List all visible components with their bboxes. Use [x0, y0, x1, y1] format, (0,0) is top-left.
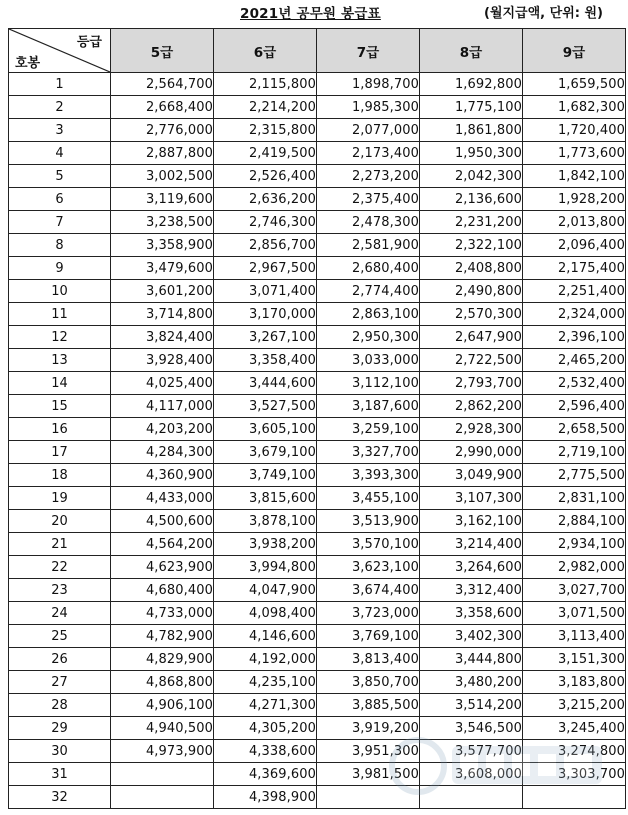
- salary-cell: 2,658,500: [523, 418, 626, 441]
- salary-cell: 3,674,400: [317, 579, 420, 602]
- salary-cell: 4,146,600: [214, 625, 317, 648]
- salary-cell: 3,274,800: [523, 740, 626, 763]
- step-cell: 3: [9, 119, 111, 142]
- salary-cell: 3,071,400: [214, 280, 317, 303]
- salary-cell: 2,776,000: [111, 119, 214, 142]
- salary-cell: 2,465,200: [523, 349, 626, 372]
- salary-cell: 2,990,000: [420, 441, 523, 464]
- salary-cell: [523, 786, 626, 809]
- salary-cell: 3,514,200: [420, 694, 523, 717]
- salary-cell: 2,884,100: [523, 510, 626, 533]
- salary-cell: 3,245,400: [523, 717, 626, 740]
- salary-cell: 3,455,100: [317, 487, 420, 510]
- table-row: [9, 257, 626, 280]
- salary-cell: 4,868,800: [111, 671, 214, 694]
- salary-cell: 2,775,500: [523, 464, 626, 487]
- salary-cell: 3,480,200: [420, 671, 523, 694]
- salary-cell: 2,042,300: [420, 165, 523, 188]
- salary-cell: 2,136,600: [420, 188, 523, 211]
- salary-cell: 2,793,700: [420, 372, 523, 395]
- salary-cell: 2,231,200: [420, 211, 523, 234]
- salary-cell: 2,532,400: [523, 372, 626, 395]
- salary-cell: 3,358,900: [111, 234, 214, 257]
- salary-cell: 3,850,700: [317, 671, 420, 694]
- step-cell: 30: [9, 740, 111, 763]
- salary-cell: 3,981,500: [317, 763, 420, 786]
- corner-grade-label: 등급: [76, 35, 102, 50]
- salary-cell: 3,033,000: [317, 349, 420, 372]
- table-body: [9, 73, 626, 809]
- table-row: [9, 648, 626, 671]
- salary-cell: 3,749,100: [214, 464, 317, 487]
- grade-header-9: 9급: [523, 29, 626, 73]
- table-row: [9, 487, 626, 510]
- table-row: [9, 188, 626, 211]
- salary-cell: 4,117,000: [111, 395, 214, 418]
- salary-cell: 3,358,400: [214, 349, 317, 372]
- step-cell: 21: [9, 533, 111, 556]
- step-cell: 19: [9, 487, 111, 510]
- step-cell: 4: [9, 142, 111, 165]
- table-row: [9, 211, 626, 234]
- salary-cell: 4,433,000: [111, 487, 214, 510]
- salary-cell: 4,047,900: [214, 579, 317, 602]
- salary-cell: 2,862,200: [420, 395, 523, 418]
- step-cell: 15: [9, 395, 111, 418]
- salary-cell: 3,479,600: [111, 257, 214, 280]
- step-cell: 26: [9, 648, 111, 671]
- salary-cell: 3,112,100: [317, 372, 420, 395]
- table-row: [9, 717, 626, 740]
- table-row: [9, 142, 626, 165]
- salary-cell: 1,692,800: [420, 73, 523, 96]
- salary-cell: 1,720,400: [523, 119, 626, 142]
- salary-cell: 2,647,900: [420, 326, 523, 349]
- title-bar: [0, 0, 628, 24]
- salary-cell: 4,940,500: [111, 717, 214, 740]
- salary-cell: 2,982,000: [523, 556, 626, 579]
- salary-cell: 3,570,100: [317, 533, 420, 556]
- corner-header-cell: [9, 29, 111, 73]
- salary-cell: 2,719,100: [523, 441, 626, 464]
- grade-header-5: 5급: [111, 29, 214, 73]
- table-row: [9, 579, 626, 602]
- table-row: [9, 303, 626, 326]
- salary-cell: 3,358,600: [420, 602, 523, 625]
- table-row: [9, 73, 626, 96]
- corner-step-label: 호봉: [15, 56, 41, 71]
- salary-cell: 1,682,300: [523, 96, 626, 119]
- salary-cell: 3,885,500: [317, 694, 420, 717]
- table-row: [9, 165, 626, 188]
- salary-cell: 3,049,900: [420, 464, 523, 487]
- step-cell: 32: [9, 786, 111, 809]
- table-row: [9, 625, 626, 648]
- document-title: 2021년 공무원 봉급표: [240, 6, 381, 22]
- step-cell: 6: [9, 188, 111, 211]
- salary-cell: 3,513,900: [317, 510, 420, 533]
- salary-cell: 1,773,600: [523, 142, 626, 165]
- step-cell: 27: [9, 671, 111, 694]
- salary-cell: 3,878,100: [214, 510, 317, 533]
- salary-cell: 3,303,700: [523, 763, 626, 786]
- step-cell: 7: [9, 211, 111, 234]
- table-row: [9, 395, 626, 418]
- salary-cell: 3,546,500: [420, 717, 523, 740]
- salary-cell: 4,338,600: [214, 740, 317, 763]
- step-cell: 14: [9, 372, 111, 395]
- salary-cell: 3,238,500: [111, 211, 214, 234]
- grade-header-8: 8급: [420, 29, 523, 73]
- salary-cell: 2,934,100: [523, 533, 626, 556]
- table-row: [9, 234, 626, 257]
- step-cell: 9: [9, 257, 111, 280]
- salary-cell: 2,526,400: [214, 165, 317, 188]
- salary-cell: 3,393,300: [317, 464, 420, 487]
- salary-cell: 2,396,100: [523, 326, 626, 349]
- step-cell: 12: [9, 326, 111, 349]
- salary-cell: 3,444,600: [214, 372, 317, 395]
- table-row: [9, 763, 626, 786]
- salary-cell: 2,887,800: [111, 142, 214, 165]
- salary-cell: 3,623,100: [317, 556, 420, 579]
- salary-cell: 1,928,200: [523, 188, 626, 211]
- salary-cell: 3,813,400: [317, 648, 420, 671]
- table-row: [9, 96, 626, 119]
- salary-cell: 2,490,800: [420, 280, 523, 303]
- step-cell: 11: [9, 303, 111, 326]
- salary-cell: 2,375,400: [317, 188, 420, 211]
- salary-cell: 4,284,300: [111, 441, 214, 464]
- salary-cell: 3,170,000: [214, 303, 317, 326]
- header-row: [9, 29, 626, 73]
- salary-cell: 3,951,300: [317, 740, 420, 763]
- salary-cell: 3,919,200: [317, 717, 420, 740]
- salary-cell: 3,723,000: [317, 602, 420, 625]
- salary-cell: 2,315,800: [214, 119, 317, 142]
- salary-cell: 1,842,100: [523, 165, 626, 188]
- salary-cell: 2,408,800: [420, 257, 523, 280]
- grade-header-6: 6급: [214, 29, 317, 73]
- unit-note: (월지급액, 단위: 원): [484, 6, 603, 21]
- table-row: [9, 694, 626, 717]
- salary-cell: 3,119,600: [111, 188, 214, 211]
- salary-cell: 1,985,300: [317, 96, 420, 119]
- salary-cell: 3,183,800: [523, 671, 626, 694]
- table-row: [9, 533, 626, 556]
- salary-cell: 4,398,900: [214, 786, 317, 809]
- step-cell: 24: [9, 602, 111, 625]
- table-row: [9, 464, 626, 487]
- salary-cell: 2,564,700: [111, 73, 214, 96]
- salary-cell: 3,402,300: [420, 625, 523, 648]
- table-row: [9, 280, 626, 303]
- salary-cell: 2,175,400: [523, 257, 626, 280]
- salary-cell: 3,444,800: [420, 648, 523, 671]
- table-row: [9, 349, 626, 372]
- step-cell: 1: [9, 73, 111, 96]
- salary-cell: 3,162,100: [420, 510, 523, 533]
- salary-cell: 2,096,400: [523, 234, 626, 257]
- salary-cell: 4,369,600: [214, 763, 317, 786]
- salary-cell: 4,235,100: [214, 671, 317, 694]
- table-row: [9, 119, 626, 142]
- salary-cell: 3,027,700: [523, 579, 626, 602]
- salary-cell: 3,107,300: [420, 487, 523, 510]
- salary-cell: 3,824,400: [111, 326, 214, 349]
- salary-cell: 3,769,100: [317, 625, 420, 648]
- step-cell: 31: [9, 763, 111, 786]
- table-row: [9, 602, 626, 625]
- salary-cell: 2,680,400: [317, 257, 420, 280]
- step-cell: 29: [9, 717, 111, 740]
- salary-cell: 4,782,900: [111, 625, 214, 648]
- salary-cell: 2,967,500: [214, 257, 317, 280]
- salary-cell: 2,251,400: [523, 280, 626, 303]
- salary-cell: 3,608,000: [420, 763, 523, 786]
- salary-cell: 3,113,400: [523, 625, 626, 648]
- salary-cell: 4,271,300: [214, 694, 317, 717]
- step-cell: 25: [9, 625, 111, 648]
- table-row: [9, 441, 626, 464]
- salary-cell: 3,577,700: [420, 740, 523, 763]
- table-row: [9, 326, 626, 349]
- salary-cell: 4,192,000: [214, 648, 317, 671]
- salary-cell: [317, 786, 420, 809]
- salary-cell: 3,601,200: [111, 280, 214, 303]
- salary-cell: 2,831,100: [523, 487, 626, 510]
- salary-cell: 2,173,400: [317, 142, 420, 165]
- salary-cell: 3,679,100: [214, 441, 317, 464]
- salary-cell: 2,013,800: [523, 211, 626, 234]
- table-row: [9, 372, 626, 395]
- salary-cell: 4,025,400: [111, 372, 214, 395]
- salary-cell: 4,829,900: [111, 648, 214, 671]
- salary-cell: 3,327,700: [317, 441, 420, 464]
- salary-cell: 1,898,700: [317, 73, 420, 96]
- salary-cell: 1,659,500: [523, 73, 626, 96]
- salary-cell: 2,581,900: [317, 234, 420, 257]
- table-row: [9, 786, 626, 809]
- table-row: [9, 510, 626, 533]
- step-cell: 28: [9, 694, 111, 717]
- salary-cell: 2,863,100: [317, 303, 420, 326]
- salary-cell: [111, 786, 214, 809]
- salary-cell: 4,098,400: [214, 602, 317, 625]
- salary-cell: 4,305,200: [214, 717, 317, 740]
- salary-cell: 3,187,600: [317, 395, 420, 418]
- step-cell: 17: [9, 441, 111, 464]
- salary-cell: 2,419,500: [214, 142, 317, 165]
- salary-cell: 3,264,600: [420, 556, 523, 579]
- salary-cell: 1,861,800: [420, 119, 523, 142]
- salary-cell: 4,680,400: [111, 579, 214, 602]
- step-cell: 16: [9, 418, 111, 441]
- salary-cell: 2,746,300: [214, 211, 317, 234]
- salary-cell: 2,214,200: [214, 96, 317, 119]
- salary-cell: 4,564,200: [111, 533, 214, 556]
- grade-header-7: 7급: [317, 29, 420, 73]
- salary-cell: 4,973,900: [111, 740, 214, 763]
- step-cell: 22: [9, 556, 111, 579]
- salary-cell: 3,605,100: [214, 418, 317, 441]
- salary-cell: 4,360,900: [111, 464, 214, 487]
- salary-cell: 2,570,300: [420, 303, 523, 326]
- step-cell: 13: [9, 349, 111, 372]
- salary-cell: 3,002,500: [111, 165, 214, 188]
- salary-cell: 3,215,200: [523, 694, 626, 717]
- salary-cell: 2,722,500: [420, 349, 523, 372]
- salary-cell: 3,527,500: [214, 395, 317, 418]
- salary-cell: 3,938,200: [214, 533, 317, 556]
- salary-cell: 3,071,500: [523, 602, 626, 625]
- salary-cell: 2,668,400: [111, 96, 214, 119]
- step-cell: 18: [9, 464, 111, 487]
- salary-cell: 2,322,100: [420, 234, 523, 257]
- salary-cell: 3,312,400: [420, 579, 523, 602]
- salary-cell: 3,928,400: [111, 349, 214, 372]
- salary-cell: 3,151,300: [523, 648, 626, 671]
- salary-cell: 2,478,300: [317, 211, 420, 234]
- step-cell: 8: [9, 234, 111, 257]
- salary-cell: 2,928,300: [420, 418, 523, 441]
- table-row: [9, 671, 626, 694]
- salary-cell: 3,994,800: [214, 556, 317, 579]
- salary-cell: 2,856,700: [214, 234, 317, 257]
- step-cell: 20: [9, 510, 111, 533]
- salary-cell: 1,950,300: [420, 142, 523, 165]
- salary-table: [8, 28, 626, 809]
- salary-cell: 2,774,400: [317, 280, 420, 303]
- salary-cell: 2,596,400: [523, 395, 626, 418]
- step-cell: 5: [9, 165, 111, 188]
- step-cell: 23: [9, 579, 111, 602]
- salary-cell: [111, 763, 214, 786]
- salary-cell: 2,950,300: [317, 326, 420, 349]
- salary-cell: 3,815,600: [214, 487, 317, 510]
- salary-cell: 2,636,200: [214, 188, 317, 211]
- salary-cell: 4,203,200: [111, 418, 214, 441]
- salary-cell: 3,267,100: [214, 326, 317, 349]
- salary-cell: 2,077,000: [317, 119, 420, 142]
- table-row: [9, 740, 626, 763]
- salary-cell: 3,259,100: [317, 418, 420, 441]
- step-cell: 10: [9, 280, 111, 303]
- salary-cell: 1,775,100: [420, 96, 523, 119]
- step-cell: 2: [9, 96, 111, 119]
- salary-cell: 3,214,400: [420, 533, 523, 556]
- salary-cell: 4,733,000: [111, 602, 214, 625]
- table-row: [9, 418, 626, 441]
- salary-cell: 3,714,800: [111, 303, 214, 326]
- salary-cell: 2,273,200: [317, 165, 420, 188]
- salary-cell: 4,906,100: [111, 694, 214, 717]
- salary-cell: 2,115,800: [214, 73, 317, 96]
- salary-cell: 2,324,000: [523, 303, 626, 326]
- salary-cell: 4,500,600: [111, 510, 214, 533]
- salary-cell: [420, 786, 523, 809]
- table-row: [9, 556, 626, 579]
- salary-cell: 4,623,900: [111, 556, 214, 579]
